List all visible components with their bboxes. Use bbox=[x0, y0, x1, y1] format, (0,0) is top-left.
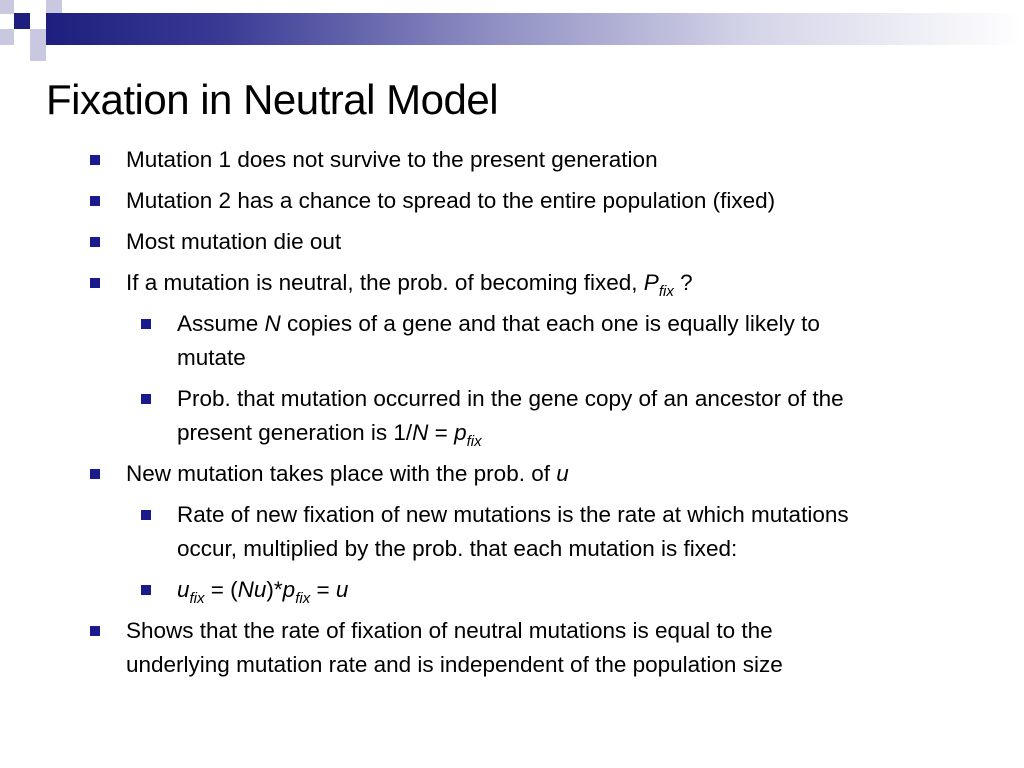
deco-square bbox=[14, 29, 30, 45]
sub-bullet-item bbox=[177, 382, 1007, 453]
math-var: N bbox=[412, 420, 429, 445]
bullet-text: Mutation 2 has a chance to spread to the entire population (fixed) bbox=[126, 188, 776, 213]
bullet-marker bbox=[90, 196, 100, 206]
sub-bullet-item bbox=[177, 307, 1007, 375]
sub-bullet-marker bbox=[141, 394, 151, 404]
bullet-text: mutate bbox=[177, 345, 246, 370]
sub-bullet-marker bbox=[141, 510, 151, 520]
bullet-text: Shows that the rate of fixation of neutral mutations is equal to the bbox=[126, 618, 773, 643]
bullet-item bbox=[126, 614, 1006, 682]
bullet-marker bbox=[90, 278, 100, 288]
bullet-text: occur, multiplied by the prob. that each mutation is fixed: bbox=[177, 536, 738, 561]
bullet-marker bbox=[90, 237, 100, 247]
bullet-text: = bbox=[428, 420, 455, 445]
math-subscript: fix bbox=[189, 590, 205, 607]
math-var: N bbox=[264, 311, 281, 336]
bullet-text: Rate of new fixation of new mutations is the rate at which mutations bbox=[177, 502, 849, 527]
math-subscript: fix bbox=[466, 433, 482, 450]
bullet-item bbox=[126, 143, 658, 177]
header-decoration bbox=[0, 0, 1024, 62]
bullet-text: Assume bbox=[177, 311, 265, 336]
header-gradient-bar bbox=[46, 13, 1024, 45]
slide-title: Fixation in Neutral Model bbox=[46, 76, 499, 123]
bullet-text: underlying mutation rate and is independent of the population size bbox=[126, 652, 783, 677]
deco-square bbox=[30, 29, 46, 45]
bullet-text: Most mutation die out bbox=[126, 229, 342, 254]
deco-square bbox=[30, 0, 46, 13]
bullet-text: = bbox=[310, 577, 336, 602]
bullet-text: New mutation takes place with the prob. of bbox=[126, 461, 557, 486]
bullet-marker bbox=[90, 469, 100, 479]
bullet-text: present generation is 1/ bbox=[177, 420, 413, 445]
deco-square bbox=[46, 0, 62, 13]
math-var: Nu bbox=[237, 577, 267, 602]
bullet-text: = ( bbox=[204, 577, 238, 602]
bullet-item bbox=[126, 266, 693, 303]
sub-bullet-item bbox=[177, 498, 1017, 566]
sub-bullet-item bbox=[177, 573, 348, 610]
math-subscript: fix bbox=[295, 590, 311, 607]
deco-square bbox=[0, 29, 14, 45]
deco-square bbox=[0, 0, 14, 14]
bullet-marker bbox=[90, 626, 100, 636]
deco-square bbox=[14, 13, 30, 29]
bullet-item bbox=[126, 225, 341, 259]
math-var: p bbox=[454, 420, 467, 445]
math-var: u bbox=[556, 461, 569, 486]
bullet-marker bbox=[90, 155, 100, 165]
math-subscript: fix bbox=[658, 283, 674, 300]
math-var: p bbox=[282, 577, 296, 602]
math-var: u bbox=[335, 577, 349, 602]
bullet-item bbox=[126, 457, 569, 491]
bullet-text: ? bbox=[673, 270, 693, 295]
math-var: u bbox=[177, 577, 190, 602]
bullet-item bbox=[126, 184, 775, 218]
bullet-text: copies of a gene and that each one is equally likely to bbox=[280, 311, 820, 336]
sub-bullet-marker bbox=[141, 319, 151, 329]
bullet-text: If a mutation is neutral, the prob. of becoming fixed, bbox=[126, 270, 644, 295]
bullet-text: Prob. that mutation occurred in the gene copy of an ancestor of the bbox=[177, 386, 844, 411]
sub-bullet-marker bbox=[141, 585, 151, 595]
deco-square bbox=[62, 0, 77, 13]
deco-square bbox=[30, 45, 46, 61]
bullet-text: )* bbox=[266, 577, 283, 602]
bullet-text: Mutation 1 does not survive to the present generation bbox=[126, 147, 658, 172]
math-var: P bbox=[643, 270, 659, 295]
